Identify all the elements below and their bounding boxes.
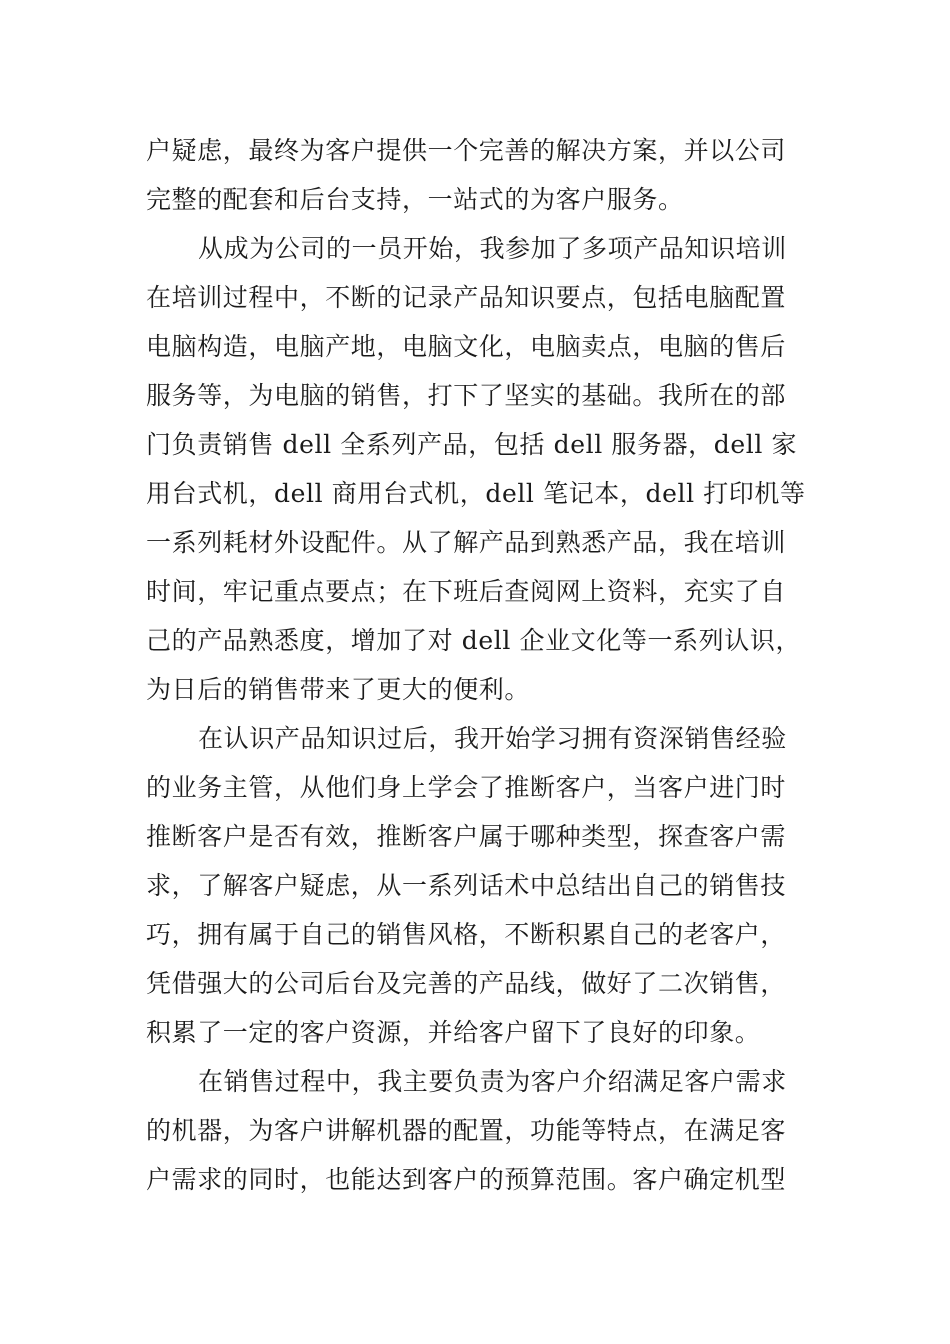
text-line: 完整的配套和后台支持，一站式的为客户服务。 <box>146 185 684 214</box>
paragraph-first-line: 在认识产品知识过后，我开始学习拥有资深销售经验 <box>198 724 787 753</box>
text-line: 户疑虑，最终为客户提供一个完善的解决方案，并以公司 <box>146 136 787 165</box>
text-line: 电脑构造，电脑产地，电脑文化，电脑卖点，电脑的售后 <box>146 332 787 361</box>
text-line: 巧，拥有属于自己的销售风格，不断积累自己的老客户， <box>146 920 787 949</box>
text-line: 为日后的销售带来了更大的便利。 <box>146 675 531 704</box>
text-line: 门负责销售 dell 全系列产品，包括 dell 服务器，dell 家 <box>146 430 798 459</box>
text-line: 推断客户是否有效，推断客户属于哪种类型，探查客户需 <box>146 822 787 851</box>
paragraph-first-line: 在销售过程中，我主要负责为客户介绍满足客户需求 <box>198 1067 787 1096</box>
text-line: 用台式机，dell 商用台式机，dell 笔记本，dell 打印机等 <box>146 479 806 508</box>
text-line: 在培训过程中，不断的记录产品知识要点，包括电脑配置 <box>146 283 787 312</box>
text-line: 户需求的同时，也能达到客户的预算范围。客户确定机型 <box>146 1165 787 1194</box>
text-line: 一系列耗材外设配件。从了解产品到熟悉产品，我在培训 <box>146 528 787 557</box>
text-line: 凭借强大的公司后台及完善的产品线，做好了二次销售， <box>146 969 787 998</box>
paragraph-first-line: 从成为公司的一员开始，我参加了多项产品知识培训 <box>198 234 787 263</box>
text-line: 己的产品熟悉度，增加了对 dell 企业文化等一系列认识， <box>146 626 802 655</box>
text-line: 时间，牢记重点要点；在下班后查阅网上资料，充实了自 <box>146 577 787 606</box>
text-line: 的业务主管，从他们身上学会了推断客户，当客户进门时 <box>146 773 787 802</box>
text-line: 积累了一定的客户资源，并给客户留下了良好的印象。 <box>146 1018 761 1047</box>
text-line: 的机器，为客户讲解机器的配置，功能等特点，在满足客 <box>146 1116 787 1145</box>
text-line: 求，了解客户疑虑，从一系列话术中总结出自己的销售技 <box>146 871 787 900</box>
text-line: 服务等，为电脑的销售，打下了坚实的基础。我所在的部 <box>146 381 787 410</box>
